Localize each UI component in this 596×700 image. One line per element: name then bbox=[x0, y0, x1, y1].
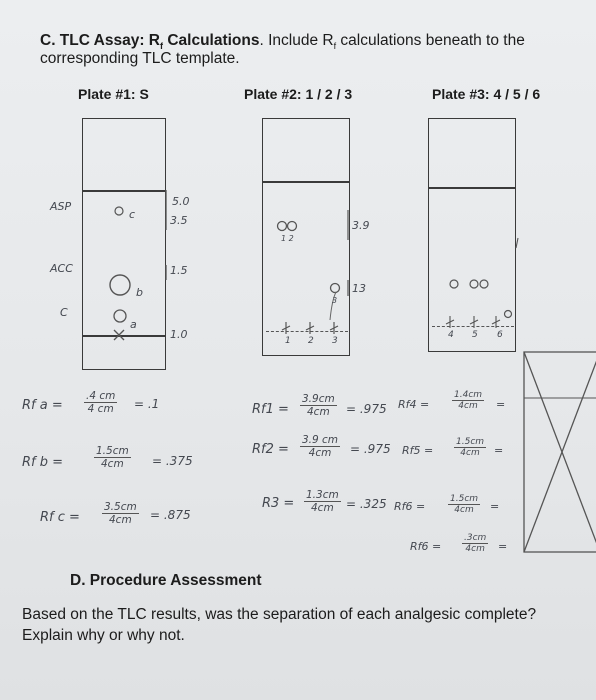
plate-2-bottom-1: 1 bbox=[285, 336, 291, 346]
rf-1-numerator: 3.9cm bbox=[302, 393, 335, 405]
plate-1-label: Plate #1: S bbox=[78, 86, 149, 102]
plate-2-val-13: 13 bbox=[352, 282, 366, 295]
rf-2-label: Rf2 = bbox=[252, 442, 289, 457]
rf-3-numerator: 1.3cm bbox=[306, 489, 339, 501]
plate-3-bottom-5: 5 bbox=[472, 330, 478, 340]
plate-2-bottom-3: 3 bbox=[332, 336, 338, 346]
plate-3-label: Plate #3: 4 / 5 / 6 bbox=[432, 86, 541, 102]
rf-1-denominator: 4cm bbox=[307, 406, 330, 418]
rf-3-label: R3 = bbox=[262, 496, 295, 511]
plate-2-bottom-2: 2 bbox=[308, 336, 314, 346]
plate-1-c-label: C bbox=[60, 306, 68, 319]
plate-2-lane-3: 3 bbox=[332, 296, 338, 305]
rf-c-result: = .875 bbox=[150, 508, 191, 522]
rf-6-denominator: 4cm bbox=[454, 505, 474, 515]
plate-2-val-3-9: 3.9 bbox=[352, 219, 370, 232]
section-heading-line2: corresponding TLC template. bbox=[40, 50, 240, 67]
rf-3-fraction bbox=[304, 489, 341, 514]
section-d-question: Based on the TLC results, was the separation of each analgesic complete? Explain why or why not. bbox=[22, 606, 537, 644]
rf-c-denominator: 4cm bbox=[109, 514, 132, 526]
rf-a-label: Rf a = bbox=[22, 398, 63, 413]
rf-3-denominator: 4cm bbox=[311, 502, 334, 514]
plate-2-lane-1-2: 1 2 bbox=[281, 234, 294, 243]
plate-1-spot-b: b bbox=[136, 286, 143, 299]
rf-6-label: Rf6 = bbox=[394, 500, 426, 513]
plate-1-asp-label: ASP bbox=[50, 200, 72, 213]
rf-a-numerator: .4 cm bbox=[86, 390, 116, 402]
rf-4-numerator: 1.4cm bbox=[454, 390, 483, 400]
plate-1-val-5-0: 5.0 bbox=[172, 195, 190, 208]
rf-1-fraction bbox=[300, 393, 337, 418]
plate-3-bottom-6: 6 bbox=[497, 330, 503, 340]
rf-a-result: = .1 bbox=[134, 397, 160, 411]
rf-6-numerator: 1.5cm bbox=[450, 494, 479, 504]
rf-4-denominator: 4cm bbox=[458, 401, 478, 411]
rf-5-numerator: 1.5cm bbox=[456, 437, 485, 447]
rf-6b-result: = bbox=[498, 540, 508, 553]
rf-1-label: Rf1 = bbox=[252, 402, 289, 417]
rf-b-numerator: 1.5cm bbox=[96, 445, 129, 457]
rf-5-fraction bbox=[454, 437, 486, 458]
rf-5-denominator: 4cm bbox=[460, 448, 480, 458]
rf-2-numerator: 3.9 cm bbox=[302, 434, 339, 446]
rf-a-fraction bbox=[84, 390, 117, 415]
rf-6b-fraction bbox=[462, 533, 488, 554]
rf-2-result: = .975 bbox=[350, 442, 391, 456]
plate-2-label: Plate #2: 1 / 2 / 3 bbox=[244, 86, 353, 102]
rf-3-result: = .325 bbox=[346, 497, 387, 511]
rf-4-fraction bbox=[452, 390, 484, 411]
plate-1-acc-label: ACC bbox=[50, 262, 73, 275]
rf-5-label: Rf5 = bbox=[402, 444, 434, 457]
plate-1-val-1-0: 1.0 bbox=[170, 328, 188, 341]
rf-4-label: Rf4 = bbox=[398, 398, 430, 411]
rf-6b-denominator: 4cm bbox=[465, 544, 485, 554]
rf-6b-numerator: .3cm bbox=[464, 533, 487, 543]
rf-5-result: = bbox=[494, 444, 504, 457]
section-heading: C. TLC Assay: $R_f$ Calculations. Include $R_f$ calculations beneath to the bbox=[40, 32, 525, 52]
rf-c-label: Rf c = bbox=[40, 510, 80, 525]
rf-6-fraction bbox=[448, 494, 480, 515]
rf-6-result: = bbox=[490, 500, 500, 513]
rf-c-fraction bbox=[102, 501, 139, 526]
rf-1-result: = .975 bbox=[346, 402, 387, 416]
plate-1-val-1-5: 1.5 bbox=[170, 264, 188, 277]
plate-1-spot-c: c bbox=[129, 208, 136, 221]
rf-b-label: Rf b = bbox=[22, 455, 64, 470]
plate-1-spot-a: a bbox=[130, 318, 137, 331]
rf-6b-label: Rf6 = bbox=[410, 540, 442, 553]
rf-b-denominator: 4cm bbox=[101, 458, 124, 470]
rf-4-result: = bbox=[496, 398, 506, 411]
rf-c-numerator: 3.5cm bbox=[104, 501, 137, 513]
plate-1-val-3-5: 3.5 bbox=[170, 214, 188, 227]
section-d-title: D. Procedure Assessment bbox=[70, 572, 262, 589]
rf-2-denominator: 4cm bbox=[308, 447, 332, 459]
plate-3-bottom-4: 4 bbox=[448, 330, 454, 340]
rf-b-result: = .375 bbox=[152, 454, 193, 468]
rf-a-denominator: 4 cm bbox=[87, 403, 114, 415]
rf-b-fraction bbox=[94, 445, 131, 470]
rf-2-fraction bbox=[300, 434, 340, 459]
